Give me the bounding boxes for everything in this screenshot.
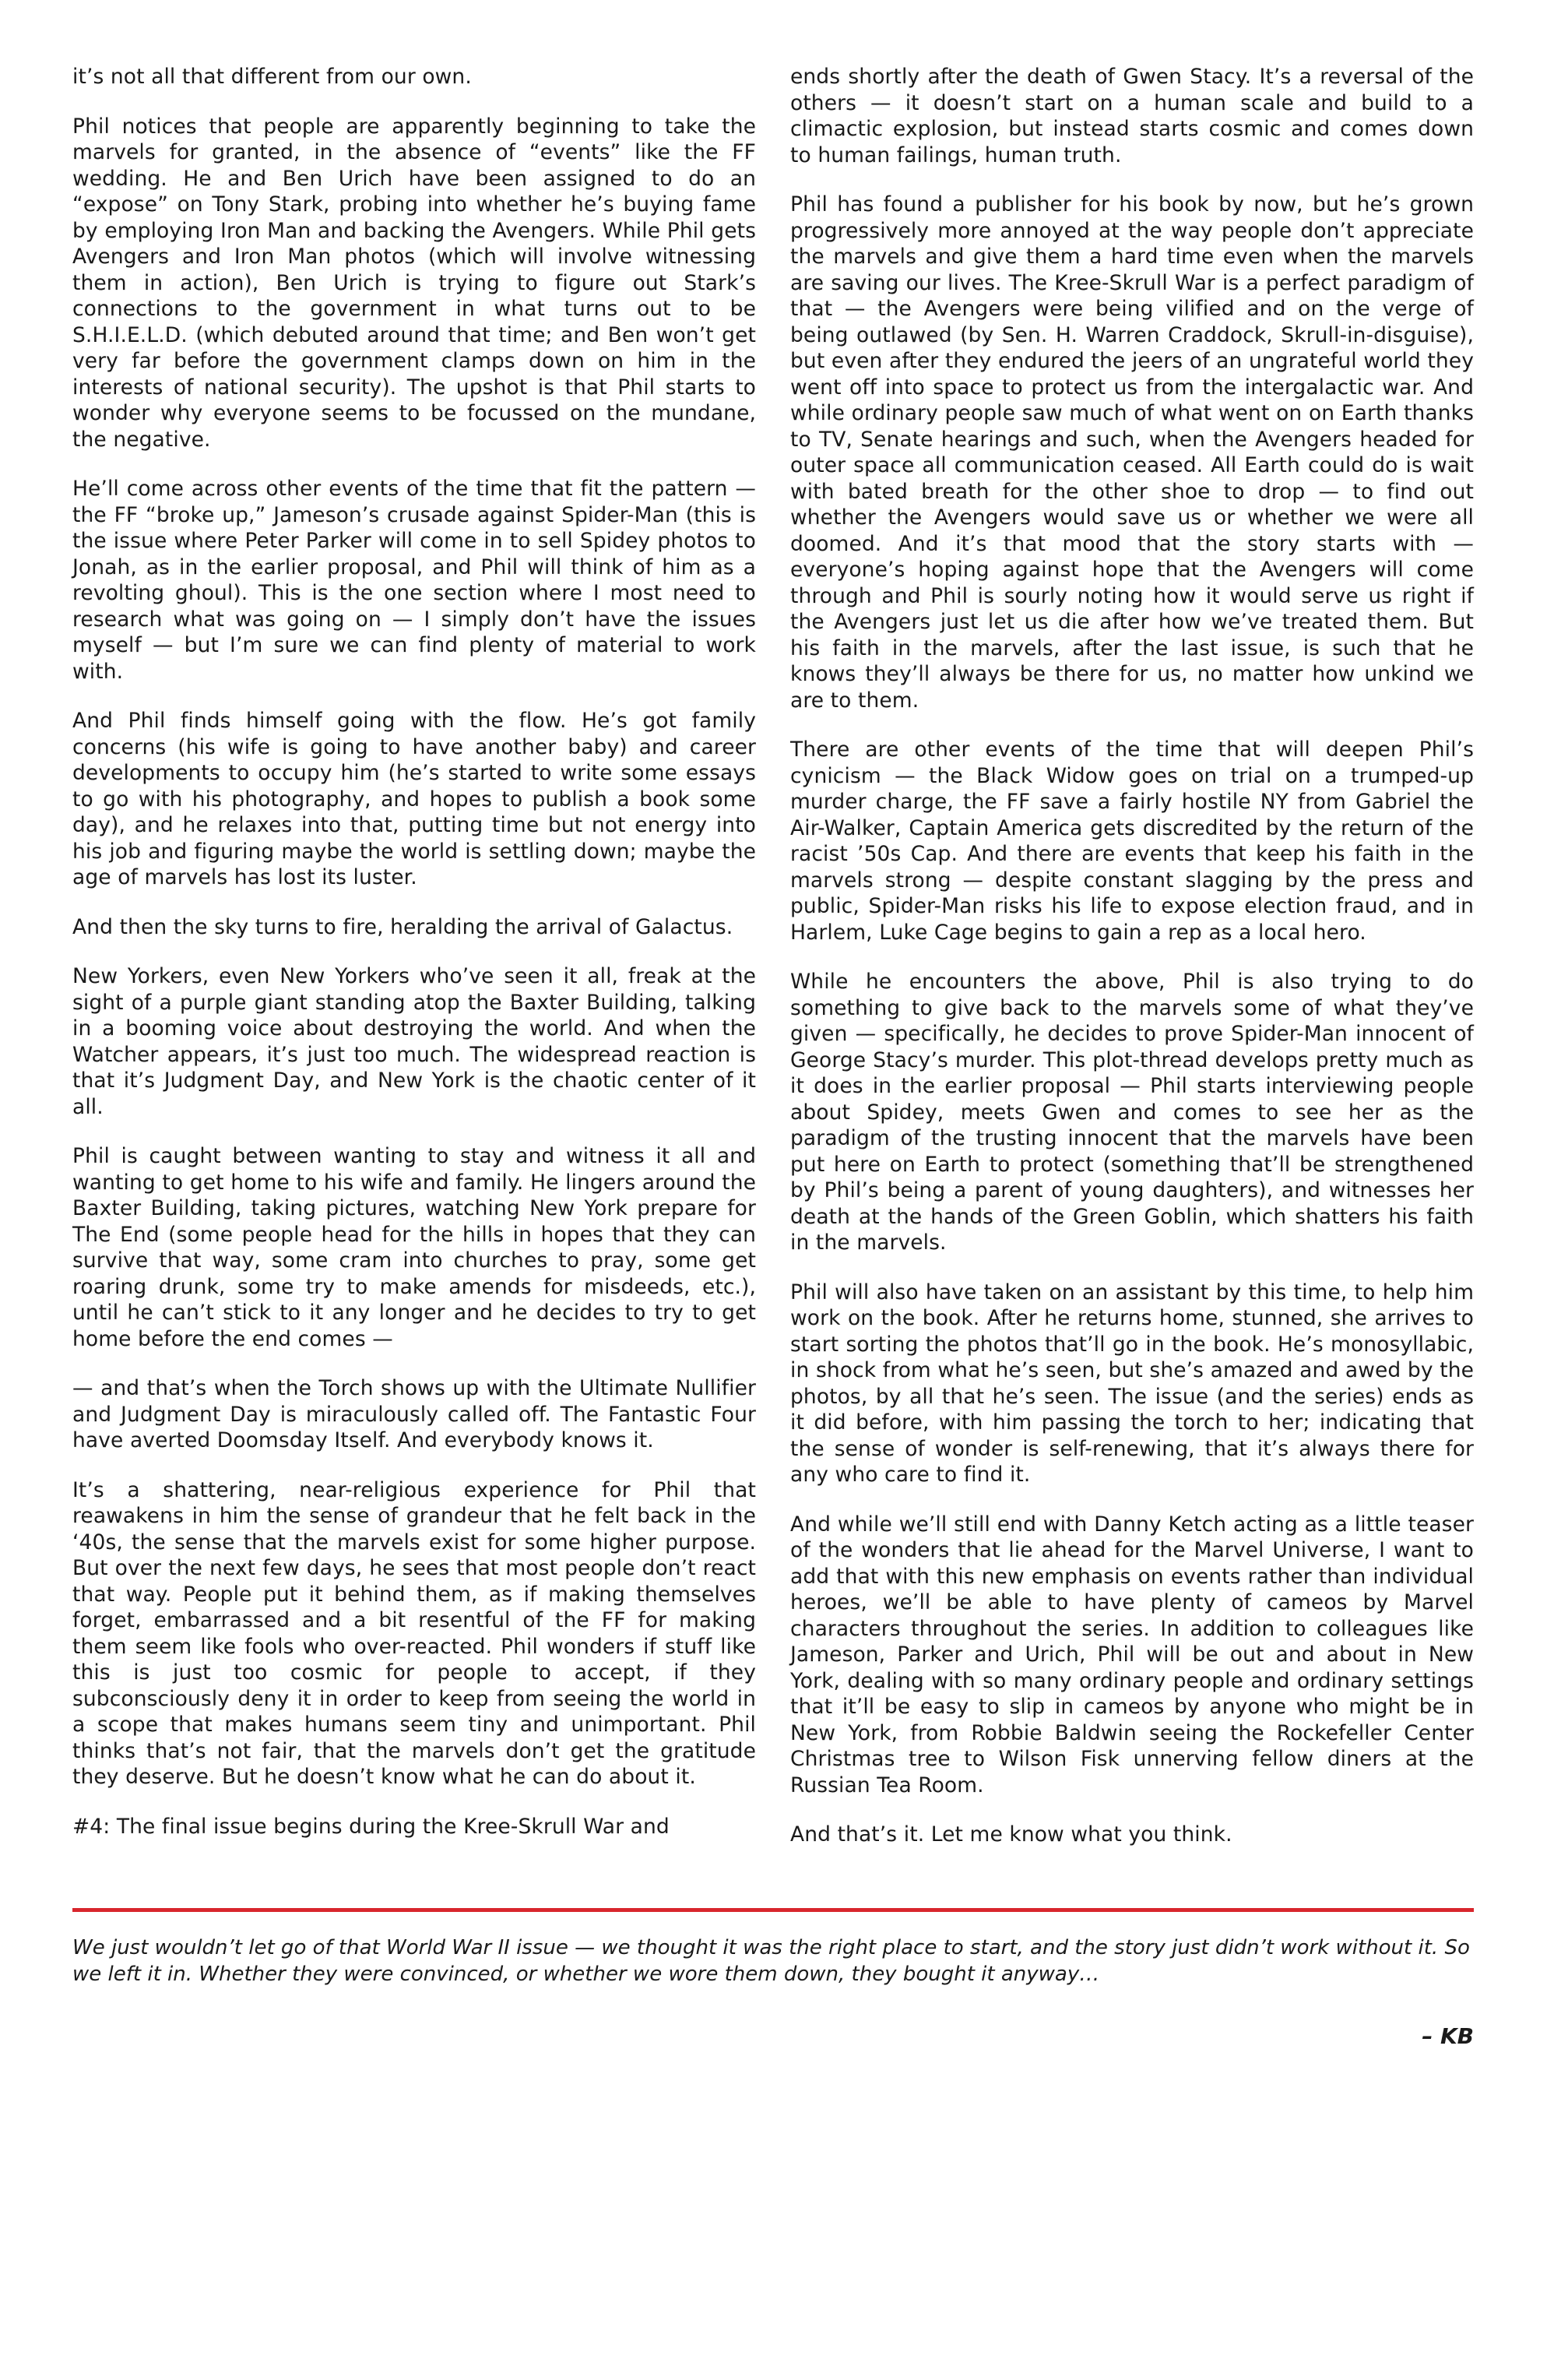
paragraph: There are other events of the time that will deepen Phil’s cynicism — the Black Widow goes on trial on a trumped-up murder charge, the FF save a fairly hostile NY from Gabriel the Air-Walker, Captain America gets discredited by the return of the racist ’50s Cap. And there are events that keep his faith in the marvels strong — despite constant slagging by the press and public, Spider-Man risks his life to expose election fraud, and in Harlem, Luke Cage begins to gain a rep as a local hero. <box>790 738 1474 945</box>
paragraph: Phil has found a publisher for his book by now, but he’s grown progressively more annoyed at the way people don’t appreciate the marvels and give them a hard time even when the marvels are saving our lives. The Kree-Skrull War is a perfect paradigm of that — the Avengers were being vilified and on the verge of being outlawed (by Sen. H. Warren Craddock, Skrull-in-disguise), but even after they endured the jeers of an ungrateful world they went off into space to protect us from the intergalactic war. And while ordinary people saw much of what went on on Earth thanks to TV, Senate hearings and such, when the Avengers headed for outer space all communication ceased. All Earth could do is wait with bated breath for the other shoe to drop — to find out whether the Avengers would save us or whether we were all doomed. And it’s that mood that the story starts with — everyone’s hoping against hope that the Avengers will come through and Phil is sourly noting how it would serve us right if the Avengers just let us die after how we’ve treated them. But his faith in the marvels, after the last issue, is such that he knows they’ll always be there for us, no matter how unkind we are to them. <box>790 192 1474 713</box>
paragraph: It’s a shattering, near-religious experience for Phil that reawakens in him the sense of grandeur that he felt back in the ‘40s, the sense that the marvels exist for some higher purpose. But over the next few days, he sees that most people don’t react that way. People put it behind them, as if making themselves forget, embarrassed and a bit resentful of the FF for making them seem like fools who over-reacted. Phil wonders if stuff like this is just too cosmic for people to accept, if they subconsciously deny it in order to keep from seeing the world in a scope that makes humans seem tiny and unimportant. Phil thinks that’s not fair, that the marvels don’t get the gratitude they deserve. But he doesn’t know what he can do about it. <box>72 1477 756 1789</box>
paragraph: Phil is caught between wanting to stay and witness it all and wanting to get home to his wife and family. He lingers around the Baxter Building, taking pictures, watching New York prepare for The End (some people head for the hills in hopes that they can survive that way, some cram into churches to pray, some get roaring drunk, some try to make amends for misdeeds, etc.), until he can’t stick to it any longer and he decides to try to get home before the end comes — <box>72 1144 756 1351</box>
paragraph: #4: The final issue begins during the Kree-Skrull War and <box>72 1814 670 1839</box>
paragraph: ends shortly after the death of Gwen Stacy. It’s a reversal of the others — it doesn’t start on a human scale and build to a climactic explosion, but instead starts cosmic and comes down to human failings, human truth. <box>790 65 1474 167</box>
paragraph: While he encounters the above, Phil is also trying to do something to give back to the marvels some of what they’ve given — specifically, he decides to prove Spider-Man innocent of George Stacy’s murder. This plot-thread develops pretty much as it does in the earlier proposal — Phil starts interviewing people about Spidey, meets Gwen and comes to see her as the paradigm of the trusting innocent that the marvels have been put here on Earth to protect (something that’ll be strengthened by Phil’s being a parent of young daughters), and witnesses her death at the hands of the Green Goblin, which shatters his faith in the marvels. <box>790 970 1474 1255</box>
paragraph: He’ll come across other events of the time that fit the pattern — the FF “broke up,” Jameson’s crusade against Spider-Man (this is the issue where Peter Parker will come in to sell Spidey photos to Jonah, as in the earlier proposal, and Phil will think of him as a revolting ghoul). This is the one section where I most need to research what was going on — I simply don’t have the issues myself — but I’m sure we can find plenty of material to work with. <box>72 477 756 684</box>
paragraph: Phil notices that people are apparently beginning to take the marvels for granted, in the absence of “events” like the FF wedding. He and Ben Urich have been assigned to do an “expose” on Tony Stark, probing into whether he’s buying fame by employing Iron Man and backing the Avengers. While Phil gets Avengers and Iron Man photos (which will involve witnessing them in action), Ben Urich is trying to figure out Stark’s connections to the government in what turns out to be S.H.I.E.L.D. (which debuted around that time; and Ben won’t get very far before the government clamps down on him in the interests of national security). The upshot is that Phil starts to wonder why everyone seems to be focussed on the mundane, the negative. <box>72 114 756 452</box>
paragraph: — and that’s when the Torch shows up with the Ultimate Nullifier and Judgment Day is miraculously called off. The Fantastic Four have averted Doomsday Itself. And everybody knows it. <box>72 1376 756 1452</box>
afterword-note: We just wouldn’t let go of that World War II issue — we thought it was the right place to start, and the story just didn’t work without it. So we left it in. Whether they were convinced, or whether we wore them down, they bought it anyway… <box>72 1936 1470 1986</box>
right-column <box>790 64 1474 1871</box>
paragraph: it’s not all that different from our own. <box>72 65 472 89</box>
paragraph: Phil will also have taken on an assistant by this time, to help him work on the book. After he returns home, stunned, she arrives to start sorting the photos that’ll go in the book. He’s monosyllabic, in shock from what he’s seen, but she’s amazed and awed by the photos, by all that he’s seen. The issue (and the series) ends as it did before, with him passing the torch to her; indicating that the sense of wonder is self-renewing, that it’s always there for any who care to find it. <box>790 1280 1474 1487</box>
paragraph: And while we’ll still end with Danny Ketch acting as a little teaser of the wonders that lie ahead for the Marvel Universe, I want to add that with this new emphasis on events rather than individual heroes, we’ll be able to have plenty of cameos by Marvel characters throughout the series. In addition to colleagues like Jameson, Parker and Urich, Phil will be out and about in New York, dealing with so many ordinary people and ordinary settings that it’ll be easy to slip in cameos by anyone who might be in New York, from Robbie Baldwin seeing the Rockefeller Center Christmas tree to Wilson Fisk unnerving fellow diners at the Russian Tea Room. <box>790 1512 1474 1797</box>
paragraph: New Yorkers, even New Yorkers who’ve seen it all, freak at the sight of a purple giant standing atop the Baxter Building, talking in a booming voice about destroying the world. And when the Watcher appears, it’s just too much. The widespread reaction is that it’s Judgment Day, and New York is the chaotic center of it all. <box>72 964 756 1119</box>
left-column <box>72 64 756 1871</box>
author-signature: – KB <box>1422 2023 1474 2049</box>
text-columns <box>72 64 1474 1871</box>
paragraph: And then the sky turns to fire, heralding the arrival of Galactus. <box>72 914 733 939</box>
paragraph: And Phil finds himself going with the flow. He’s got family concerns (his wife is going to have another baby) and career developments to occupy him (he’s started to write some essays to go with his photography, and hopes to publish a book some day), and he relaxes into that, putting time but not energy into his job and figuring maybe the world is settling down; maybe the age of marvels has lost its luster. <box>72 709 756 889</box>
paragraph: And that’s it. Let me know what you think. <box>790 1822 1232 1847</box>
red-divider-rule <box>72 1908 1474 1912</box>
